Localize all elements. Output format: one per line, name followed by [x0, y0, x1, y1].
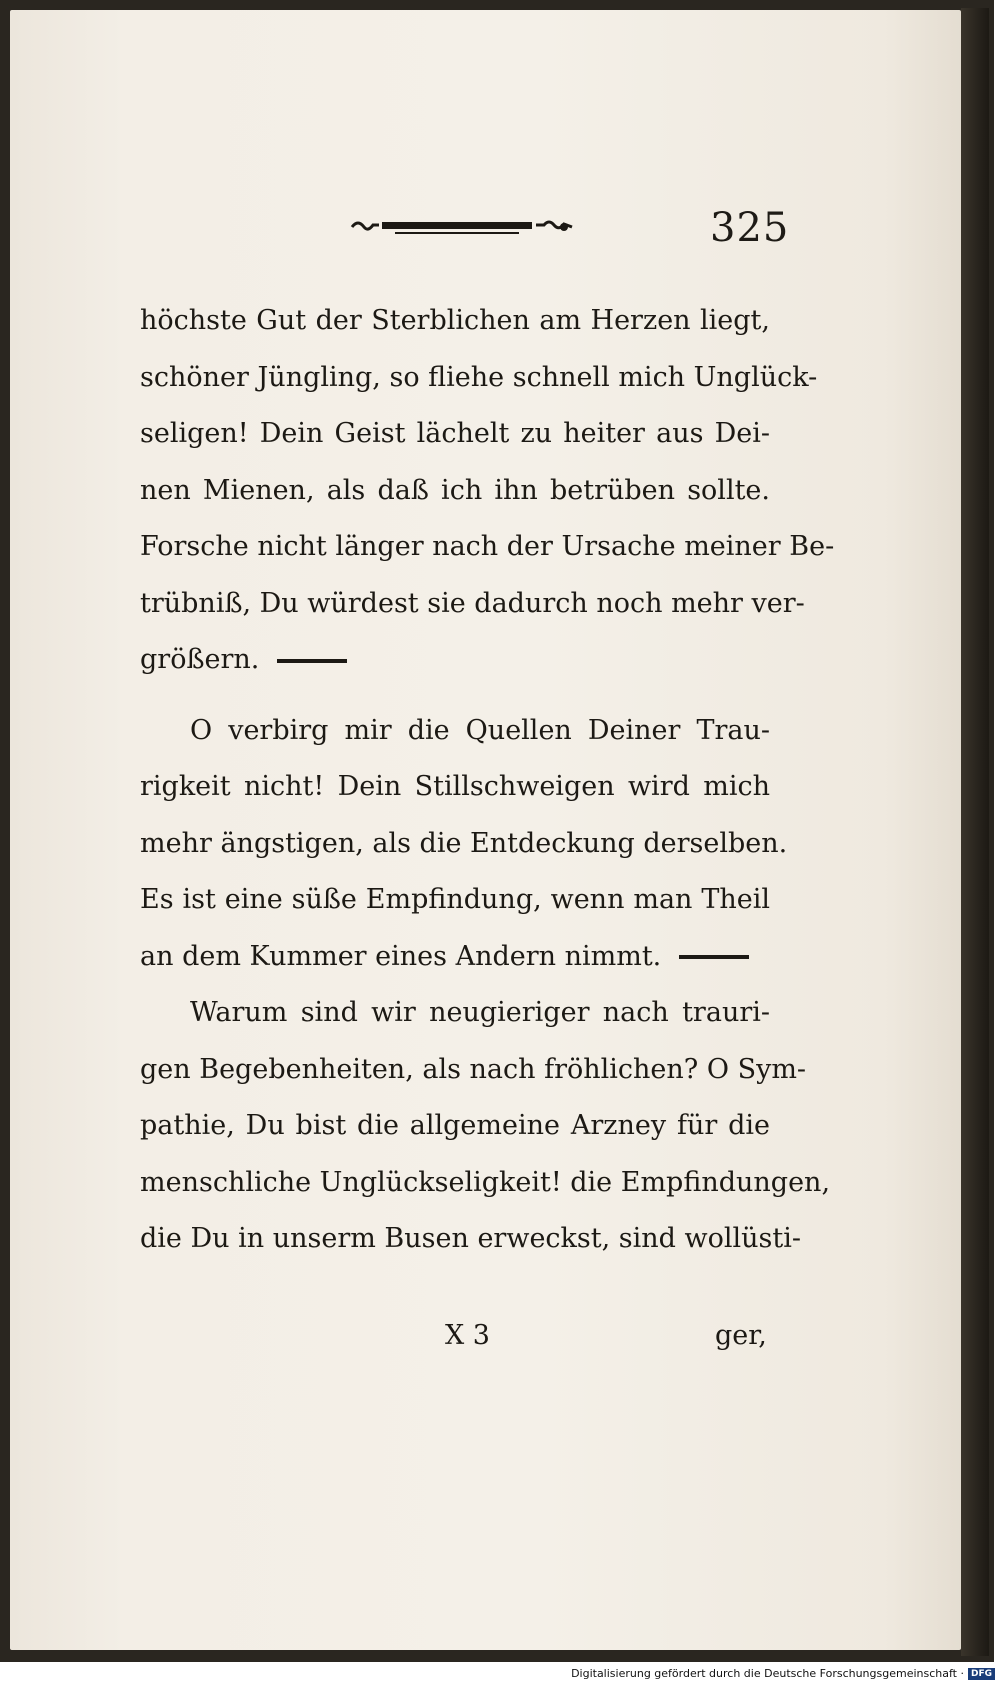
em-dash-rule — [277, 659, 347, 663]
text-line: menschliche Unglückseligkeit! die Empfindungen, — [140, 1166, 831, 1198]
text-line: rigkeit nicht! Dein Stillschweigen wird mich — [140, 771, 770, 802]
paragraph-end-line — [140, 929, 770, 986]
body-text — [140, 293, 835, 1268]
text-line: Es ist eine süße Empfindung, wenn man Theil — [140, 884, 770, 915]
text-line: O verbirg mir die Quellen Deiner Trau- — [190, 714, 770, 746]
ornament-rule — [350, 213, 575, 243]
credit-text: Digitalisierung gefördert durch die Deutsche Forschungsgemeinschaft · — [571, 1667, 964, 1680]
text-line: mehr ängstigen, als die Entdeckung derselben. — [140, 827, 788, 859]
text-line: seligen! Dein Geist lächelt zu heiter aus Dei- — [140, 418, 770, 449]
text-line: schöner Jüngling, so fliehe schnell mich Unglück- — [140, 361, 818, 393]
text-line: Forsche nicht länger nach der Ursache meiner Be- — [140, 531, 835, 562]
text-line: gen Begebenheiten, als nach fröhlichen? O Sym- — [140, 1053, 807, 1085]
paragraph-end-line — [140, 632, 770, 689]
signature-mark: X 3 — [445, 1320, 490, 1351]
text-line: die Du in unserm Busen erweckst, sind wollüsti- — [140, 1223, 802, 1254]
text-line: Warum sind wir neugieriger nach trauri- — [190, 997, 770, 1028]
paper-page — [10, 10, 961, 1650]
page-number: 325 — [710, 205, 790, 251]
text-line: höchste Gut der Sterblichen am Herzen liegt, — [140, 305, 770, 336]
text-line: nen Mienen, als daß ich ihn betrüben sollte. — [140, 474, 770, 506]
text-fragment: größern. — [140, 644, 260, 675]
paragraph-gap — [140, 689, 770, 703]
book-edge — [961, 8, 989, 1656]
page-footer — [10, 1320, 971, 1370]
text-line: pathie, Du bist die allgemeine Arzney für die — [140, 1110, 770, 1141]
catchword: ger, — [715, 1320, 767, 1351]
text-fragment: an dem Kummer eines Andern nimmt. — [140, 940, 662, 972]
dfg-logo: DFG — [968, 1668, 995, 1680]
page-header — [10, 205, 971, 275]
em-dash-rule — [679, 955, 749, 959]
digitization-credit — [570, 1667, 995, 1680]
text-line: trübniß, Du würdest sie dadurch noch mehr ver- — [140, 587, 805, 619]
